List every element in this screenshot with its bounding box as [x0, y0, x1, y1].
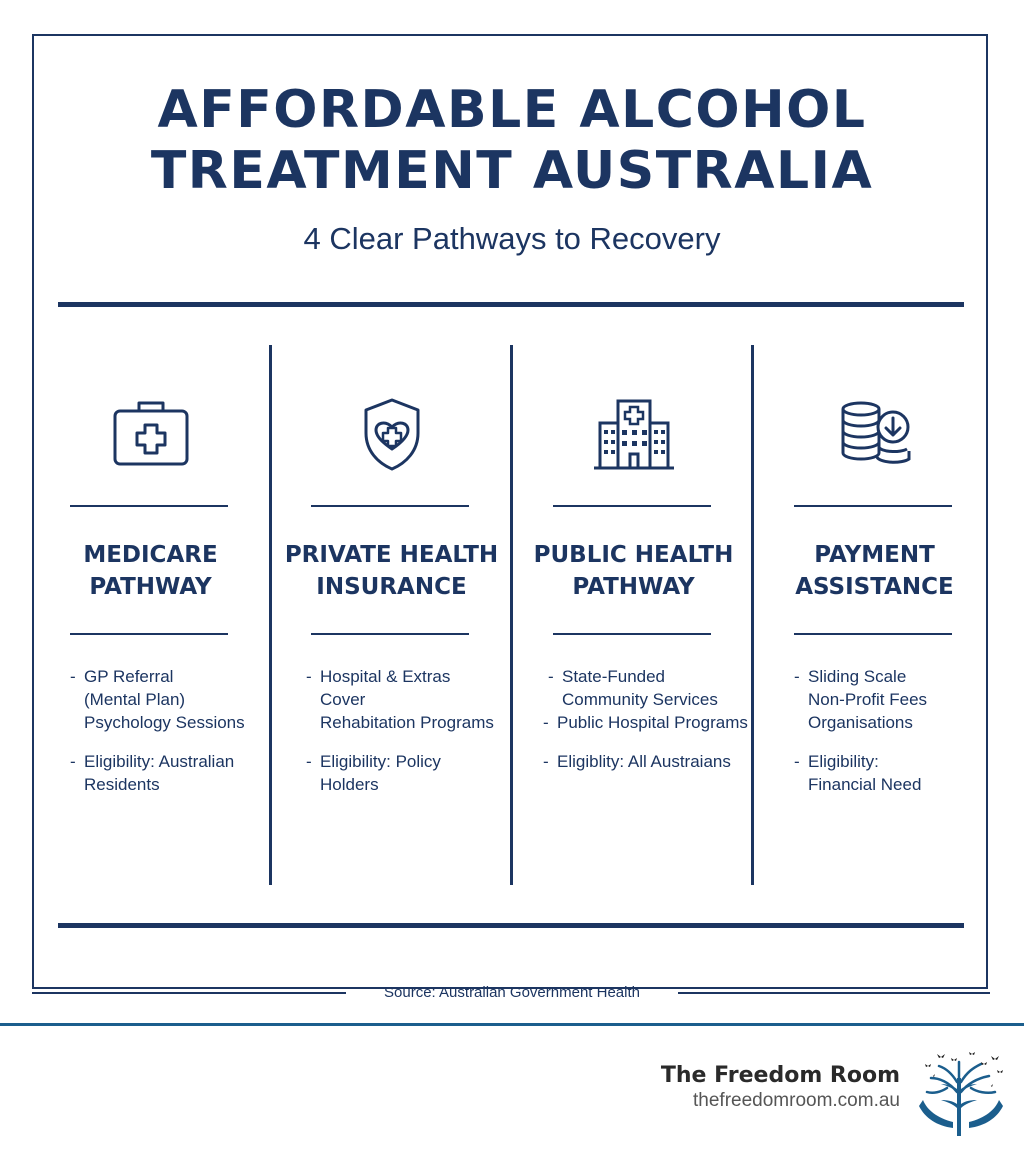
column-list — [543, 665, 748, 789]
top-divider — [58, 302, 964, 307]
page-title — [0, 80, 1024, 202]
list-item: - State-Funded Community Services — [548, 667, 718, 709]
title-line-2: TREATMENT AUSTRALIA — [150, 141, 874, 201]
list-item-text: GP Referral (Mental Plan) Psychology Sessions — [84, 667, 245, 732]
brand-url[interactable]: thefreedomroom.com.au — [693, 1090, 900, 1111]
column-heading — [513, 539, 754, 603]
column-private-health — [271, 345, 512, 885]
list-item-text: Eligibility: Financial Need — [808, 752, 922, 794]
list-item-text: Eligibility: Policy Holders — [320, 752, 441, 794]
coins-download-icon — [754, 397, 995, 473]
column-divider-lower — [553, 633, 711, 635]
heading-line-1: MEDICARE — [83, 542, 218, 568]
hospital-building-icon — [513, 397, 754, 473]
column-heading — [754, 539, 995, 603]
heading-line-1: PUBLIC HEALTH — [533, 542, 734, 568]
title-line-1: AFFORDABLE ALCOHOL — [157, 80, 867, 140]
list-item-text: Eligiblity: All Austraians — [557, 752, 731, 771]
column-list — [306, 665, 494, 812]
column-divider-upper — [70, 505, 228, 507]
column-heading — [271, 539, 512, 603]
footer-rule — [0, 1023, 1024, 1026]
column-divider-upper — [794, 505, 952, 507]
list-item: - Eligibility: Policy Holders — [306, 752, 441, 794]
list-item: - Eligiblity: All Austraians — [543, 752, 731, 771]
column-payment-assistance — [754, 345, 995, 885]
column-heading — [30, 539, 271, 603]
heading-line-2: INSURANCE — [316, 574, 467, 600]
column-divider-upper — [311, 505, 469, 507]
first-aid-kit-icon — [30, 397, 271, 473]
brand-name: The Freedom Room — [660, 1063, 900, 1088]
heading-line-2: ASSISTANCE — [795, 574, 954, 600]
list-item-text: Sliding Scale Non-Profit Fees Organisations — [808, 667, 928, 732]
column-divider-lower — [794, 633, 952, 635]
list-item: - GP Referral (Mental Plan) Psychology Sessions — [70, 667, 245, 732]
heading-line-1: PRIVATE HEALTH — [284, 542, 499, 568]
list-item-text: Public Hospital Programs — [557, 713, 748, 732]
column-list — [70, 665, 245, 812]
source-caption: Source: Australian Government Health — [384, 984, 640, 1001]
column-divider-lower — [70, 633, 228, 635]
column-divider-lower — [311, 633, 469, 635]
list-item-text: State-Funded Community Services — [562, 667, 718, 709]
bottom-divider — [58, 923, 964, 928]
list-item: - Hospital & Extras Cover Rehabitation Programs — [306, 667, 494, 732]
column-medicare — [30, 345, 271, 885]
column-divider-upper — [553, 505, 711, 507]
heading-line-1: PAYMENT — [814, 542, 935, 568]
heading-line-2: PATHWAY — [572, 574, 695, 600]
heading-line-2: PATHWAY — [89, 574, 212, 600]
tree-hands-birds-logo — [917, 1048, 1005, 1136]
list-item-text: Eligibility: Australian Residents — [84, 752, 235, 794]
list-item: - Eligibility: Financial Need — [794, 752, 922, 794]
list-item: - Public Hospital Programs — [543, 713, 748, 732]
shield-heart-icon — [271, 397, 512, 473]
list-item: - Eligibility: Australian Residents — [70, 752, 235, 794]
column-public-health — [513, 345, 754, 885]
subtitle: 4 Clear Pathways to Recovery — [303, 221, 721, 256]
list-item: - Sliding Scale Non-Profit Fees Organisations — [794, 667, 928, 732]
column-list — [794, 665, 927, 812]
list-item-text: Hospital & Extras Cover Rehabitation Programs — [320, 667, 494, 732]
